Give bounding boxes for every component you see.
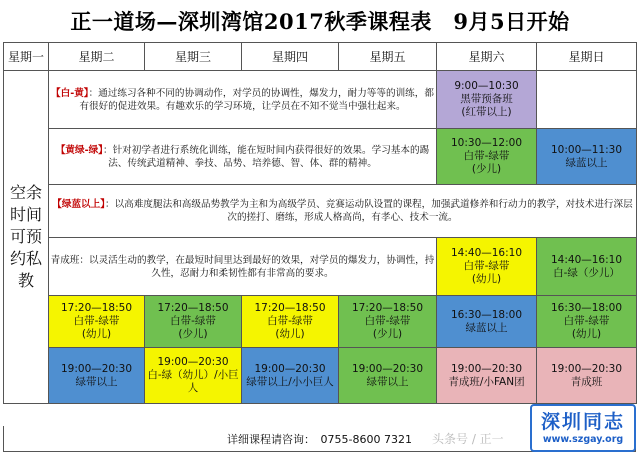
day-header-wed: 星期三 — [145, 43, 242, 71]
level-name: 【绿蓝以上】 — [52, 199, 106, 210]
day-header-sat: 星期六 — [437, 43, 537, 71]
class-slot: 19:00—20:30 青成班 — [537, 348, 637, 404]
class-slot: 19:00—20:30 绿带以上/小小巨人 — [242, 348, 339, 404]
class-slot: 17:20—18:50 白带-绿带 (幼儿) — [242, 296, 339, 348]
site-logo — [530, 404, 636, 452]
class-slot: 16:30—18:00 白带-绿带 (幼儿) — [537, 296, 637, 348]
day-header-mon: 星期一 — [4, 43, 49, 71]
level-text: ：以高难度腿法和高级品势教学为主和为高级学员、竞赛运动队设置的课程，加强武道修养和行动力的教学，对技术进行深层次的搓打、磨练，形成人格高尚，有孝心、技术一流。 — [105, 199, 633, 223]
class-slot: 17:20—18:50 白带-绿带 (少儿) — [145, 296, 242, 348]
day-header-row — [4, 43, 637, 71]
day-header-fri: 星期五 — [339, 43, 437, 71]
watermark: 头条号 / 正一 — [432, 432, 504, 446]
level-text: ：针对初学者进行系统化训练，能在短时间内获得很好的效果。学习基本的踢法、传统武道精神、拳技、品势、培养德、智、体、群的精神。 — [102, 144, 430, 169]
level-text: ：通过练习各种不同的协调动作，对学员的协调性，爆发力，耐力等等的训练，都有很好的促进效果。有趣欢乐的学习环境，让学员在不知不觉当中强壮起来。 — [79, 87, 434, 112]
schedule-table — [3, 42, 637, 404]
class-slot: 17:20—18:50 白带-绿带 (幼儿) — [49, 296, 145, 348]
day-header-tue: 星期二 — [49, 43, 145, 71]
class-slot: 19:00—20:30 绿带以上 — [339, 348, 437, 404]
level-description — [49, 185, 637, 238]
level-text: ：以灵活生动的教学，在最短时间里达到最好的效果，对学员的爆发力，协调性，持久性，忍耐力和柔韧性都有非常高的要求。 — [79, 254, 435, 279]
level-description — [49, 129, 437, 185]
level-name: 【白-黄】 — [51, 87, 89, 99]
class-slot-empty — [537, 71, 637, 129]
class-slot: 19:00—20:30 白-绿（幼儿）/小巨 人 — [145, 348, 242, 404]
logo-text: 深圳同志 — [540, 411, 625, 433]
table-row — [4, 129, 637, 185]
day-header-thu: 星期四 — [242, 43, 339, 71]
class-slot: 10:00—11:30 绿蓝以上 — [537, 129, 637, 185]
table-row — [4, 296, 637, 348]
class-slot: 19:00—20:30 青成班/小FAN团 — [437, 348, 537, 404]
level-name: 青成班 — [50, 254, 80, 266]
table-row — [4, 238, 637, 296]
class-slot: 9:00—10:30 黑带预备班 (红带以上) — [437, 71, 537, 129]
day-header-sun: 星期日 — [537, 43, 637, 71]
class-slot: 17:20—18:50 白带-绿带 (少儿) — [339, 296, 437, 348]
table-row — [4, 185, 637, 238]
level-description — [49, 238, 437, 296]
class-slot: 14:40—16:10 白-绿（少儿） — [537, 238, 637, 296]
table-row — [4, 71, 637, 129]
class-slot: 19:00—20:30 绿带以上 — [49, 348, 145, 404]
class-slot: 14:40—16:10 白带-绿带 (幼儿) — [437, 238, 537, 296]
table-row — [4, 348, 637, 404]
class-slot: 10:30—12:00 白带-绿带 (少儿) — [437, 129, 537, 185]
class-slot: 16:30—18:00 绿蓝以上 — [437, 296, 537, 348]
contact-text: 详细课程请咨询： 0755-8600 7321 — [227, 432, 412, 446]
level-name: 【黄绿-绿】 — [55, 144, 103, 156]
level-description — [49, 71, 437, 129]
page-title: 正一道场—深圳湾馆2017秋季课程表 9月5日开始 — [70, 9, 570, 34]
private-lesson-note: 空余时间可预约私教 — [4, 71, 49, 404]
logo-url: www.szgay.org — [542, 434, 624, 445]
